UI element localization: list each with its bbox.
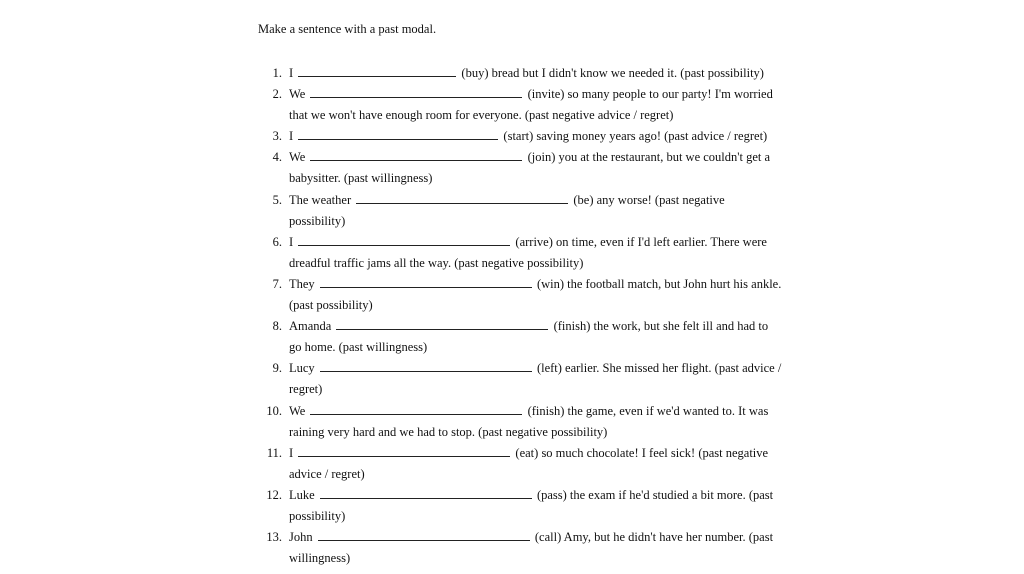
answer-blank[interactable] <box>310 85 522 98</box>
item-subject: Amanda <box>289 319 332 334</box>
item-text: (arrive) on time, even if I'd left earlier. There were dreadful traffic jams all the way. (past negative possibility) <box>289 234 767 270</box>
exercise-item <box>262 316 782 358</box>
item-text: (win) the football match, but John hurt his ankle. (past possibility) <box>289 276 782 313</box>
item-number: 2 . <box>262 84 282 105</box>
exercise-item <box>262 401 782 443</box>
item-subject: They <box>289 276 315 291</box>
exercise-list <box>262 63 782 569</box>
item-subject: I <box>289 234 294 249</box>
answer-blank[interactable] <box>298 233 510 246</box>
item-text: (start) saving money years ago! (past advice / regret) <box>503 129 768 144</box>
exercise-item <box>262 147 782 189</box>
item-subject: I <box>289 129 294 144</box>
item-text: (buy) bread but I didn't know we needed it. (past possibility) <box>461 66 764 80</box>
item-subject: Lucy <box>289 361 315 376</box>
item-number: 9 . <box>262 358 282 379</box>
item-number: 1 . <box>262 63 282 84</box>
exercise-item <box>262 84 782 126</box>
item-number: 3 . <box>262 126 282 147</box>
exercise-item <box>262 126 782 147</box>
item-text: (left) earlier. She missed her flight. (past advice / regret) <box>289 361 782 397</box>
item-text: (invite) so many people to our party! I'm worried that we won't have enough room for everyone. (past negative advice / regret) <box>289 87 773 123</box>
answer-blank[interactable] <box>298 127 498 140</box>
item-number: 5 . <box>262 190 282 211</box>
answer-blank[interactable] <box>356 191 568 204</box>
item-subject: We <box>289 403 306 418</box>
item-text: (call) Amy, but he didn't have her number. (past willingness) <box>289 530 774 566</box>
item-number: 4 . <box>262 147 282 168</box>
exercise-item <box>262 358 782 400</box>
instruction-heading: Make a sentence with a past modal. <box>258 22 437 36</box>
item-subject: John <box>289 530 313 545</box>
answer-blank[interactable] <box>318 528 530 541</box>
exercise-item <box>262 190 782 232</box>
exercise-item <box>262 527 782 569</box>
item-subject: Luke <box>289 487 315 502</box>
item-subject: We <box>289 87 306 102</box>
answer-blank[interactable] <box>310 148 522 161</box>
answer-blank[interactable] <box>320 359 532 372</box>
answer-blank[interactable] <box>298 64 456 77</box>
item-subject: I <box>289 445 294 460</box>
answer-blank[interactable] <box>320 275 532 288</box>
item-number: 12 . <box>262 485 282 506</box>
item-subject: I <box>289 66 294 80</box>
answer-blank[interactable] <box>320 486 532 499</box>
item-subject: The weather <box>289 192 352 207</box>
exercise-item <box>262 485 782 527</box>
exercise-item <box>262 63 782 84</box>
item-text: (eat) so much chocolate! I feel sick! (past negative advice / regret) <box>289 445 769 481</box>
item-number: 10 . <box>262 401 282 422</box>
item-subject: We <box>289 150 306 165</box>
item-text: (finish) the work, but she felt ill and had to go home. (past willingness) <box>289 319 769 355</box>
item-number: 11 . <box>262 443 282 464</box>
item-number: 6 . <box>262 232 282 253</box>
answer-blank[interactable] <box>336 317 548 330</box>
item-text: (join) you at the restaurant, but we couldn't get a babysitter. (past willingness) <box>289 150 771 186</box>
item-number: 13 . <box>262 527 282 548</box>
item-text: (finish) the game, even if we'd wanted to. It was raining very hard and we had to stop. (past negative possibility) <box>289 403 769 439</box>
exercise-item <box>262 443 782 485</box>
item-text: (be) any worse! (past negative possibility) <box>289 192 725 228</box>
answer-blank[interactable] <box>310 402 522 415</box>
exercise-item <box>262 232 782 274</box>
exercise-item <box>262 274 782 316</box>
item-text: (pass) the exam if he'd studied a bit more. (past possibility) <box>289 487 774 523</box>
answer-blank[interactable] <box>298 444 510 457</box>
item-number: 7 . <box>262 274 282 295</box>
item-number: 8 . <box>262 316 282 337</box>
